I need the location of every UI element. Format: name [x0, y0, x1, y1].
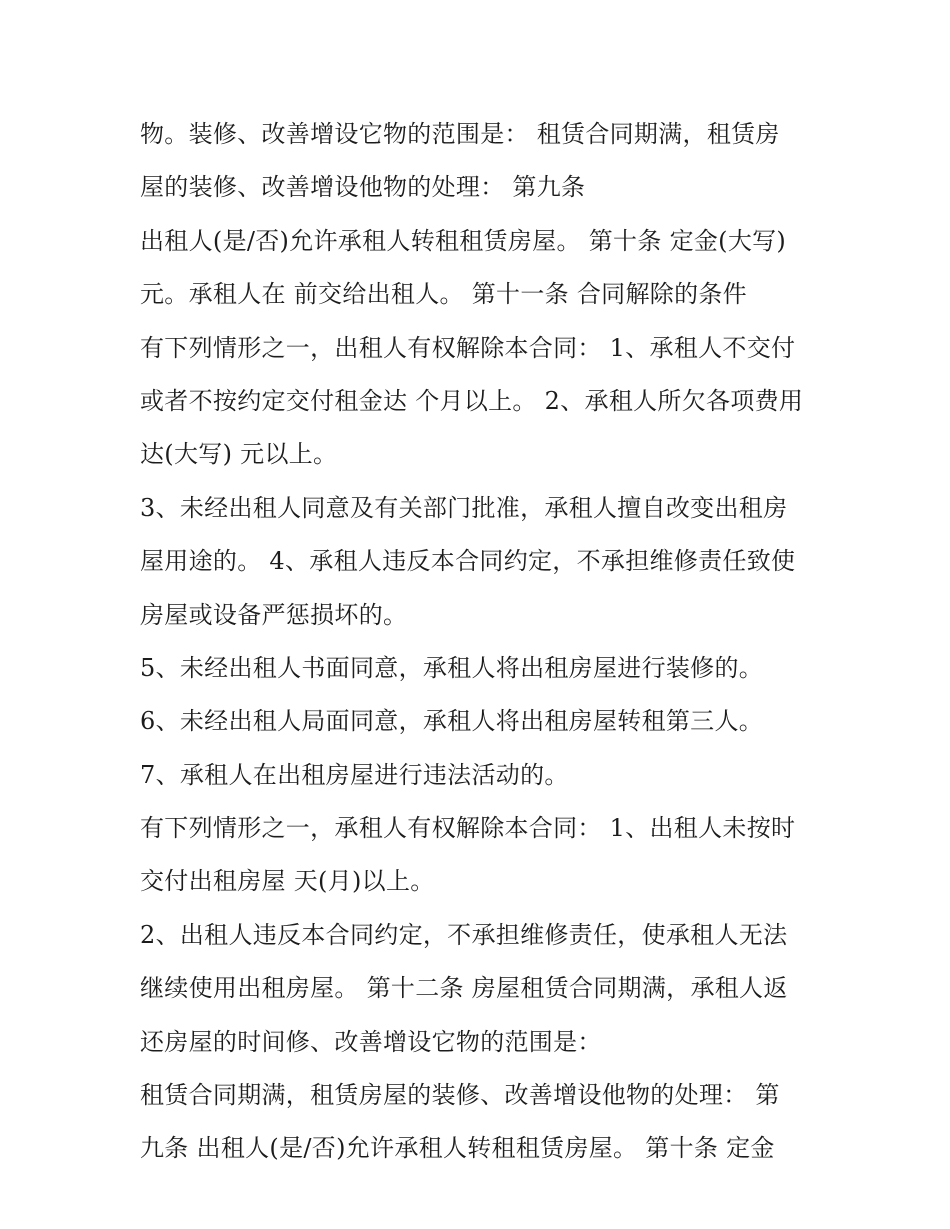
text-line: 出租人(是/否)允许承租人转租租赁房屋。 第十条 定金(大写)	[140, 226, 787, 255]
text-line: 九条 出租人(是/否)允许承租人转租租赁房屋。 第十条 定金	[140, 1134, 775, 1163]
text-line: 屋的装修、改善增设他物的处理： 第九条	[140, 173, 586, 202]
text-line: 3、未经出租人同意及有关部门批准，承租人擅自改变出租房	[140, 493, 788, 522]
text-line: 7、承租人在出租房屋进行违法活动的。	[140, 760, 569, 789]
text-line: 物。装修、改善增设它物的范围是： 租赁合同期满，租赁房	[140, 120, 780, 148]
text-line: 交付出租房屋 天(月)以上。	[140, 867, 435, 896]
text-line: 达(大写) 元以上。	[140, 440, 338, 469]
text-line: 还房屋的时间修、改善增设它物的范围是：	[140, 1027, 602, 1056]
text-line: 元。承租人在 前交给出租人。 第十一条 合同解除的条件	[140, 280, 747, 309]
text-line: 房屋或设备严惩损坏的。	[140, 600, 408, 629]
text-line: 有下列情形之一，承租人有权解除本合同： 1、出租人未按时	[140, 814, 796, 843]
text-line: 继续使用出租房屋。 第十二条 房屋租赁合同期满，承租人返	[140, 974, 788, 1003]
document-body	[140, 108, 820, 1176]
text-line: 6、未经出租人局面同意，承租人将出租房屋转租第三人。	[140, 707, 764, 736]
text-line: 5、未经出租人书面同意，承租人将出租房屋进行装修的。	[140, 653, 764, 682]
text-line: 或者不按约定交付租金达 个月以上。 2、承租人所欠各项费用	[140, 386, 804, 415]
text-line: 屋用途的。 4、承租人违反本合同约定，不承担维修责任致使	[140, 547, 796, 576]
text-line: 2、出租人违反本合同约定，不承担维修责任，使承租人无法	[140, 920, 788, 949]
text-line: 租赁合同期满，租赁房屋的装修、改善增设他物的处理： 第	[140, 1081, 780, 1110]
text-line: 有下列情形之一，出租人有权解除本合同： 1、承租人不交付	[140, 333, 796, 362]
